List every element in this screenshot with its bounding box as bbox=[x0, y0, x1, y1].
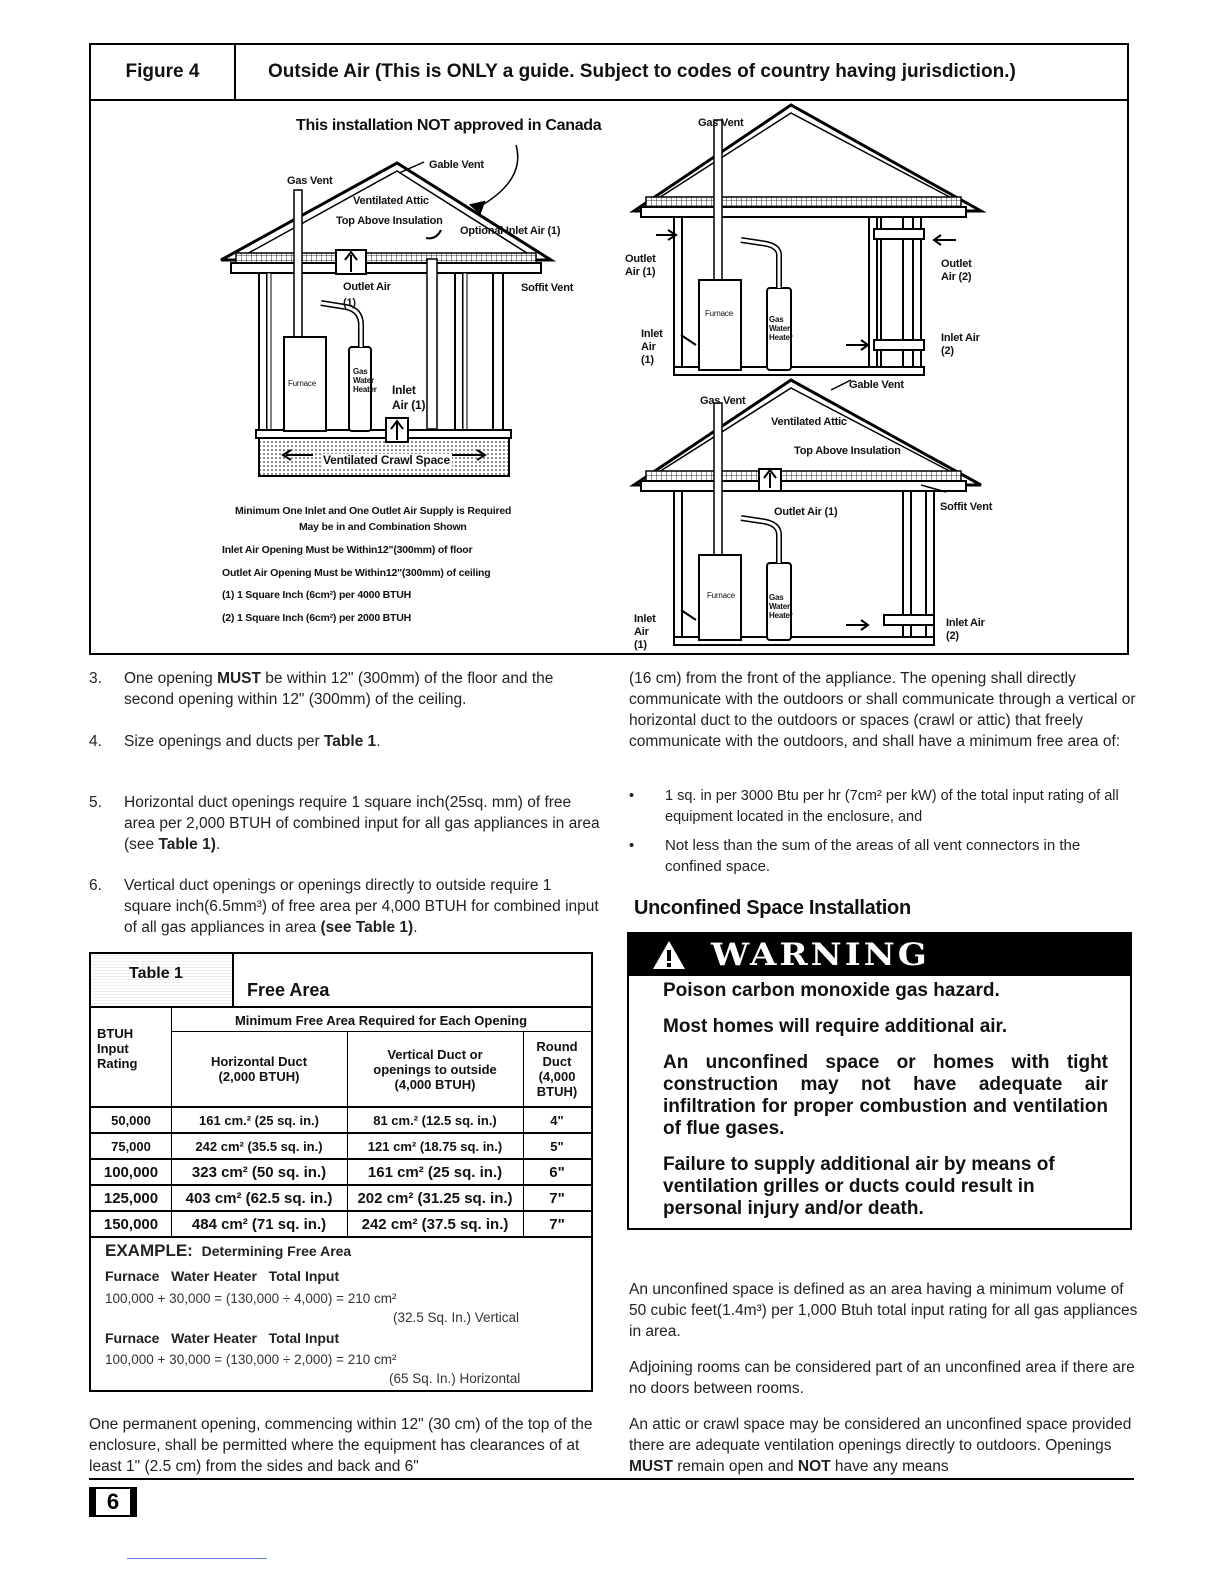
tr-inlet-air-2-label: Inlet Air (2) bbox=[941, 332, 980, 357]
warning-banner bbox=[629, 934, 1130, 976]
warning-triangle-icon bbox=[651, 937, 691, 973]
table-cell: 81 cm.² (12.5 sq. in.) bbox=[373, 1112, 497, 1128]
table-cell: 7" bbox=[549, 1189, 565, 1207]
br-gable-vent-label: Gable Vent bbox=[849, 379, 904, 391]
tr-water-heater-label: Gas Water Heater bbox=[769, 315, 793, 342]
br-inlet-air-2-label: Inlet Air (2) bbox=[946, 617, 985, 642]
fig-note-2: May be in and Combination Shown bbox=[299, 521, 467, 533]
table-cell: 161 cm² (25 sq. in.) bbox=[367, 1163, 503, 1181]
table-cell: 202 cm² (31.25 sq. in.) bbox=[357, 1189, 513, 1207]
table-1 bbox=[89, 952, 593, 1392]
warning-line-2: Most homes will require additional air. bbox=[663, 1016, 1008, 1037]
table-cell: 7" bbox=[549, 1215, 565, 1233]
fig-note-6: (2) 1 Square Inch (6cm²) per 2000 BTUH bbox=[222, 612, 412, 624]
page-number-badge bbox=[89, 1487, 137, 1517]
list-item-6 bbox=[89, 875, 602, 941]
left-crawl-space-label: Ventilated Crawl Space bbox=[323, 453, 450, 467]
warning-line-1: Poison carbon monoxide gas hazard. bbox=[663, 980, 1000, 1001]
tr-gas-vent-label: Gas Vent bbox=[698, 117, 744, 129]
table-row-btuh: 50,000 bbox=[111, 1112, 151, 1128]
table-label: Table 1 bbox=[91, 954, 234, 1006]
table-cell: 5" bbox=[550, 1138, 564, 1154]
bullet-text: Not less than the sum of the areas of all vent connectors in the confined space. bbox=[665, 837, 1081, 875]
list-item-5 bbox=[89, 792, 602, 858]
left-gas-vent-label: Gas Vent bbox=[287, 175, 333, 187]
item-number: 4. bbox=[89, 733, 102, 750]
example-header-1: Furnace Water Heater Total Input bbox=[105, 1268, 340, 1284]
table-cell: 4" bbox=[550, 1112, 564, 1128]
table-row-btuh: 100,000 bbox=[103, 1163, 159, 1181]
left-gable-vent-label: Gable Vent bbox=[429, 159, 484, 171]
figure-header bbox=[91, 45, 1127, 101]
fig-note-3: Inlet Air Opening Must be Within12"(300mm) of floor bbox=[222, 544, 473, 556]
col-header-vertical: Vertical Duct or openings to outside (4,000 BTUH) bbox=[373, 1046, 497, 1092]
example-result-2: (65 Sq. In.) Horizontal bbox=[389, 1371, 521, 1386]
table-cell: 484 cm² (71 sq. in.) bbox=[191, 1215, 327, 1233]
left-furnace-label: Furnace bbox=[288, 379, 316, 388]
br-furnace-label: Furnace bbox=[707, 591, 735, 600]
table-cell: 323 cm² (50 sq. in.) bbox=[191, 1163, 327, 1181]
table-cell: 121 cm² (18.75 sq. in.) bbox=[367, 1138, 503, 1154]
left-ventilated-attic-label: Ventilated Attic bbox=[353, 195, 429, 207]
tr-furnace-label: Furnace bbox=[705, 309, 733, 318]
table-cell: 242 cm² (35.5 sq. in.) bbox=[195, 1138, 323, 1154]
bullet-text: 1 sq. in per 3000 Btu per hr (7cm² per kW) of the total input rating of all equipment located in the enclosure, and bbox=[665, 788, 1119, 825]
tr-inlet-air-1-label: Inlet Air (1) bbox=[641, 328, 663, 366]
br-gas-vent-label: Gas Vent bbox=[700, 395, 746, 407]
fig-note-4: Outlet Air Opening Must be Within12"(300mm) of ceiling bbox=[222, 567, 491, 579]
example-title: EXAMPLE: bbox=[105, 1241, 193, 1260]
section-heading: Unconfined Space Installation bbox=[634, 897, 911, 919]
br-ventilated-attic-label: Ventilated Attic bbox=[771, 416, 847, 428]
right-paragraph-3: An attic or crawl space may be considered an unconfined space provided there are adequate ventilation openings directly to outdoors. Openings MUST remain open and NOT have any means bbox=[629, 1416, 1132, 1475]
col-header-btuh: BTUH Input Rating bbox=[97, 1025, 138, 1071]
table-row-btuh: 75,000 bbox=[111, 1138, 151, 1154]
item-number: 5. bbox=[89, 794, 102, 811]
left-outlet-air-note: (1) bbox=[343, 297, 356, 309]
list-item-3 bbox=[89, 668, 602, 712]
table-row-btuh: 150,000 bbox=[103, 1215, 159, 1233]
fig-note-1: Minimum One Inlet and One Outlet Air Supply is Required bbox=[235, 505, 512, 517]
table-row-btuh: 125,000 bbox=[103, 1189, 159, 1207]
item-number: 3. bbox=[89, 670, 102, 687]
left-water-heater-label: Gas Water Heater bbox=[353, 367, 377, 394]
col-header-round: Round Duct (4,000 BTUH) bbox=[536, 1039, 578, 1099]
left-outlet-air-label: Outlet Air bbox=[343, 281, 391, 293]
figure-4 bbox=[89, 43, 1129, 655]
footer-rule bbox=[89, 1478, 1134, 1480]
table-cell: 161 cm.² (25 sq. in.) bbox=[199, 1112, 319, 1128]
not-approved-canada: This installation NOT approved in Canada bbox=[296, 117, 602, 134]
warning-box bbox=[627, 932, 1132, 1230]
right-paragraph-1: An unconfined space is defined as an area having a minimum volume of 50 cubic feet(1.4m³) per 1,000 Btuh total input rating for all gas appliances in area. bbox=[629, 1281, 1138, 1340]
table-cell: 242 cm² (37.5 sq. in.) bbox=[361, 1215, 509, 1233]
table-cell: 6" bbox=[549, 1163, 565, 1181]
br-soffit-vent-label: Soffit Vent bbox=[940, 501, 993, 513]
left-soffit-vent-label: Soffit Vent bbox=[521, 282, 574, 294]
example-calc-1: 100,000 + 30,000 = (130,000 ÷ 4,000) = 210 cm² bbox=[105, 1291, 397, 1306]
example-calc-2: 100,000 + 30,000 = (130,000 ÷ 2,000) = 210 cm² bbox=[105, 1352, 397, 1367]
example-header-2: Furnace Water Heater Total Input bbox=[105, 1330, 340, 1346]
right-intro: (16 cm) from the front of the appliance. The opening shall directly communicate with the outdoors or shall communicate through a vertical or horizontal duct to the outdoors or spaces (crawl or attic) that freely communicate with the outdoors, and shall have a minimum free area of: bbox=[629, 670, 1136, 750]
item-number: 6. bbox=[89, 877, 102, 894]
item-text: Vertical duct openings or openings directly to outside require 1 square inch(6.5mm³) of free area per 4,000 BTUH for combined input of all gas appliances in area (see Table 1). bbox=[124, 877, 599, 936]
example-result-1: (32.5 Sq. In.) Vertical bbox=[393, 1310, 520, 1325]
warning-word: WARNING bbox=[711, 937, 930, 973]
left-inlet-label: Inlet bbox=[392, 383, 416, 397]
figure-number: Figure 4 bbox=[91, 45, 236, 99]
br-outlet-air-label: Outlet Air (1) bbox=[774, 506, 838, 518]
br-water-heater-label: Gas Water Heater bbox=[769, 593, 793, 620]
warning-line-3: An unconfined space or homes with tight construction may not have adequate air infiltration for proper combustion and ventilation of flue gases. bbox=[663, 1052, 1108, 1139]
example-subtitle: Determining Free Area bbox=[201, 1243, 352, 1259]
left-bottom-paragraph: One permanent opening, commencing within 12" (30 cm) of the top of the enclosure, shall be permitted where the equipment has clearances of at least 1" (2.5 cm) from the sides and back and 6" bbox=[89, 1416, 593, 1475]
col-header-horizontal: Horizontal Duct (2,000 BTUH) bbox=[210, 1054, 308, 1084]
tr-outlet-air-2-label: Outlet Air (2) bbox=[941, 258, 972, 283]
tr-outlet-air-1-label: Outlet Air (1) bbox=[625, 253, 656, 278]
right-paragraph-2: Adjoining rooms can be considered part of an unconfined area if there are no doors between rooms. bbox=[629, 1359, 1135, 1397]
item-text: One opening MUST be within 12" (300mm) of the floor and the second opening within 12" (300mm) of the ceiling. bbox=[124, 670, 554, 708]
left-top-above-insulation-label: Top Above Insulation bbox=[336, 215, 443, 227]
table-title: Free Area bbox=[247, 979, 330, 1000]
table-cell: 403 cm² (62.5 sq. in.) bbox=[185, 1189, 333, 1207]
fig-note-5: (1) 1 Square Inch (6cm²) per 4000 BTUH bbox=[222, 589, 412, 601]
warning-line-4: Failure to supply additional air by means of ventilation grilles or ducts could result in personal injury and/or death. bbox=[663, 1154, 1055, 1219]
figure-title: Outside Air (This is ONLY a guide. Subject to codes of country having jurisdiction.) bbox=[268, 61, 1016, 82]
link-underline[interactable] bbox=[127, 1558, 267, 1559]
top-right-house bbox=[634, 105, 981, 375]
span-header: Minimum Free Area Required for Each Opening bbox=[234, 1012, 528, 1028]
page-number: 6 bbox=[96, 1489, 130, 1515]
left-optional-inlet-air-label: Optional Inlet Air (1) bbox=[460, 225, 561, 237]
item-text: Horizontal duct openings require 1 square inch(25sq. mm) of free area per 2,000 BTUH of combined input for all gas appliances in area (see Table 1). bbox=[124, 794, 600, 853]
left-inlet-note: Air (1) bbox=[392, 398, 426, 412]
list-item-4 bbox=[89, 731, 602, 753]
br-inlet-air-1-label: Inlet Air (1) bbox=[634, 613, 656, 651]
example-block bbox=[105, 1241, 351, 1261]
item-text: Size openings and ducts per Table 1. bbox=[124, 733, 381, 750]
br-top-above-insulation-label: Top Above Insulation bbox=[794, 445, 901, 457]
